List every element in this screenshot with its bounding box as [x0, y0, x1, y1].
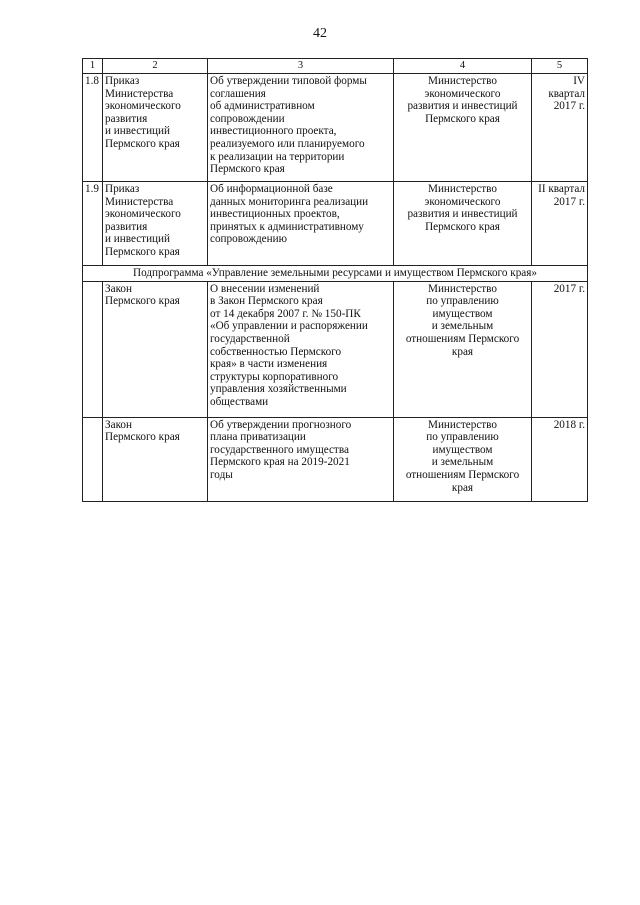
table-row [83, 182, 588, 266]
document-title: Об информационной базе данных мониторинга реализации инвестиционных проектов, принятых к административному сопровождению [208, 182, 394, 266]
responsible-body: Министерство по управлению имуществом и земельным отношениям Пермского края [394, 417, 532, 501]
deadline: II квартал 2017 г. [532, 182, 588, 266]
deadline: 2017 г. [532, 281, 588, 417]
document-type: Закон Пермского края [103, 281, 208, 417]
row-number: 1.9 [83, 182, 103, 266]
deadline: IV квартал 2017 г. [532, 74, 588, 182]
row-number [83, 417, 103, 501]
document-title: Об утверждении типовой формы соглашения об административном сопровождении инвестиционного проекта, реализуемого или планируемого к реализации на территории Пермского края [208, 74, 394, 182]
table-row [83, 74, 588, 182]
table-row [83, 417, 588, 501]
responsible-body: Министерство по управлению имуществом и земельным отношениям Пермского края [394, 281, 532, 417]
deadline: 2018 г. [532, 417, 588, 501]
header-cell: 4 [394, 59, 532, 74]
header-cell: 2 [103, 59, 208, 74]
page-number: 42 [313, 26, 327, 41]
header-cell: 3 [208, 59, 394, 74]
document-type: Закон Пермского края [103, 417, 208, 501]
subprogram-title: Подпрограмма «Управление земельными ресурсами и имуществом Пермского края» [83, 266, 588, 282]
responsible-body: Министерство экономического развития и инвестиций Пермского края [394, 182, 532, 266]
table-header-row [83, 59, 588, 74]
subprogram-row [83, 266, 588, 282]
measures-table [82, 58, 588, 502]
header-cell: 5 [532, 59, 588, 74]
document-type: Приказ Министерства экономического развития и инвестиций Пермского края [103, 182, 208, 266]
document-title: О внесении изменений в Закон Пермского края от 14 декабря 2007 г. № 150-ПК «Об управлении и распоряжении государственной собственностью Пермского края» в части изменения структуры корпоративного управления хозяйственными обществами [208, 281, 394, 417]
row-number: 1.8 [83, 74, 103, 182]
table-row [83, 281, 588, 417]
responsible-body: Министерство экономического развития и инвестиций Пермского края [394, 74, 532, 182]
header-cell: 1 [83, 59, 103, 74]
document-type: Приказ Министерства экономического развития и инвестиций Пермского края [103, 74, 208, 182]
document-title: Об утверждении прогнозного плана приватизации государственного имущества Пермского края на 2019-2021 годы [208, 417, 394, 501]
row-number [83, 281, 103, 417]
